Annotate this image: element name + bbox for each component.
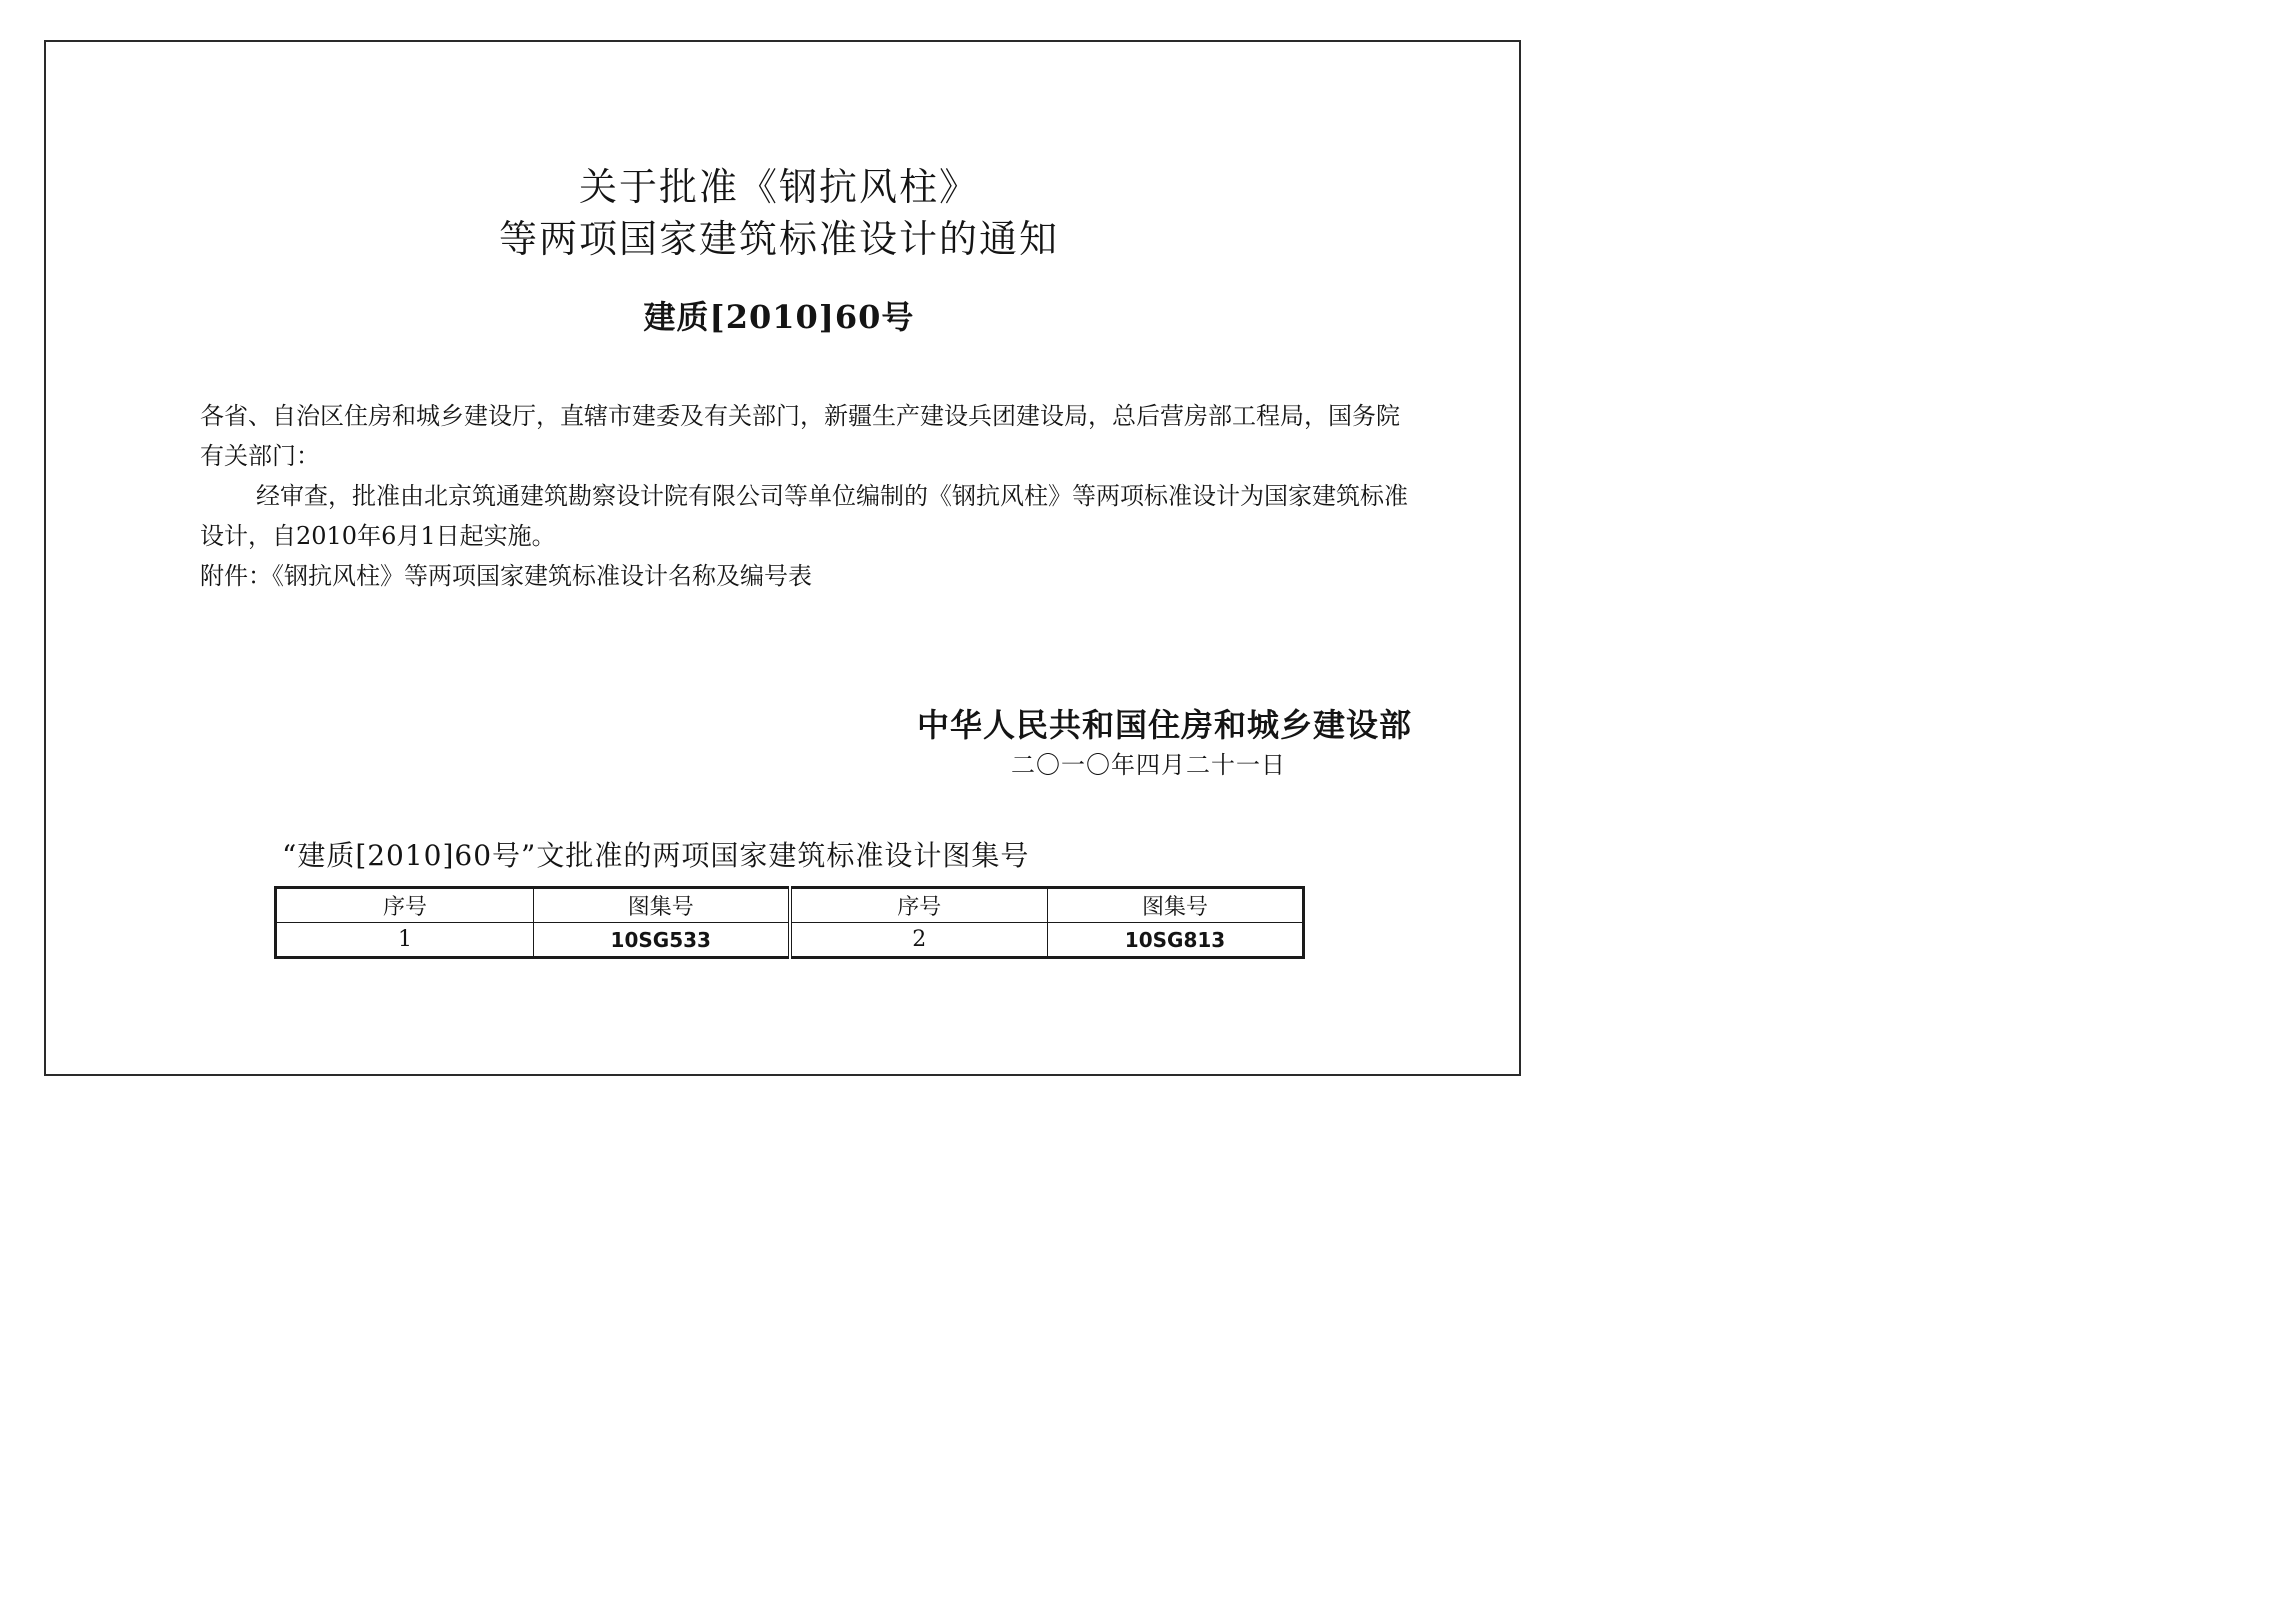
table-header-row	[276, 888, 1304, 923]
atlas-number-table	[274, 886, 1305, 959]
header-cell-serial-1: 序号	[276, 888, 534, 923]
table-row	[276, 923, 1304, 958]
atlas-code-cell: 10SG533	[534, 923, 790, 958]
header-cell-serial-2: 序号	[790, 888, 1048, 923]
notice-body	[200, 396, 1422, 596]
notice-title-line-1: 关于批准《钢抗风柱》	[578, 165, 979, 209]
table-caption: “建质[2010]60号”文批准的两项国家建筑标准设计图集号	[282, 839, 1030, 872]
issuing-authority: 中华人民共和国住房和城乡建设部	[916, 706, 1412, 744]
document-number: 建质[2010]60号	[643, 298, 915, 336]
addressee-paragraph: 各省、自治区住房和城乡建设厅，直辖市建委及有关部门，新疆生产建设兵团建设局，总后营房部工程局，国务院有关部门：	[200, 402, 1400, 470]
approval-paragraph: 经审查，批准由北京筑通建筑勘察设计院有限公司等单位编制的《钢抗风柱》等两项标准设计为国家建筑标准设计，自2010年6月1日起实施。	[200, 482, 1408, 550]
header-cell-atlas-2: 图集号	[1048, 888, 1304, 923]
serial-cell: 2	[790, 923, 1048, 958]
atlas-code-cell: 10SG813	[1048, 923, 1304, 958]
header-cell-atlas-1: 图集号	[534, 888, 790, 923]
attachment-line: 附件：《钢抗风柱》等两项国家建筑标准设计名称及编号表	[200, 562, 812, 590]
serial-cell: 1	[276, 923, 534, 958]
issue-date: 二〇一〇年四月二十一日	[1011, 751, 1286, 779]
notice-title-line-2: 等两项国家建筑标准设计的通知	[498, 217, 1059, 261]
